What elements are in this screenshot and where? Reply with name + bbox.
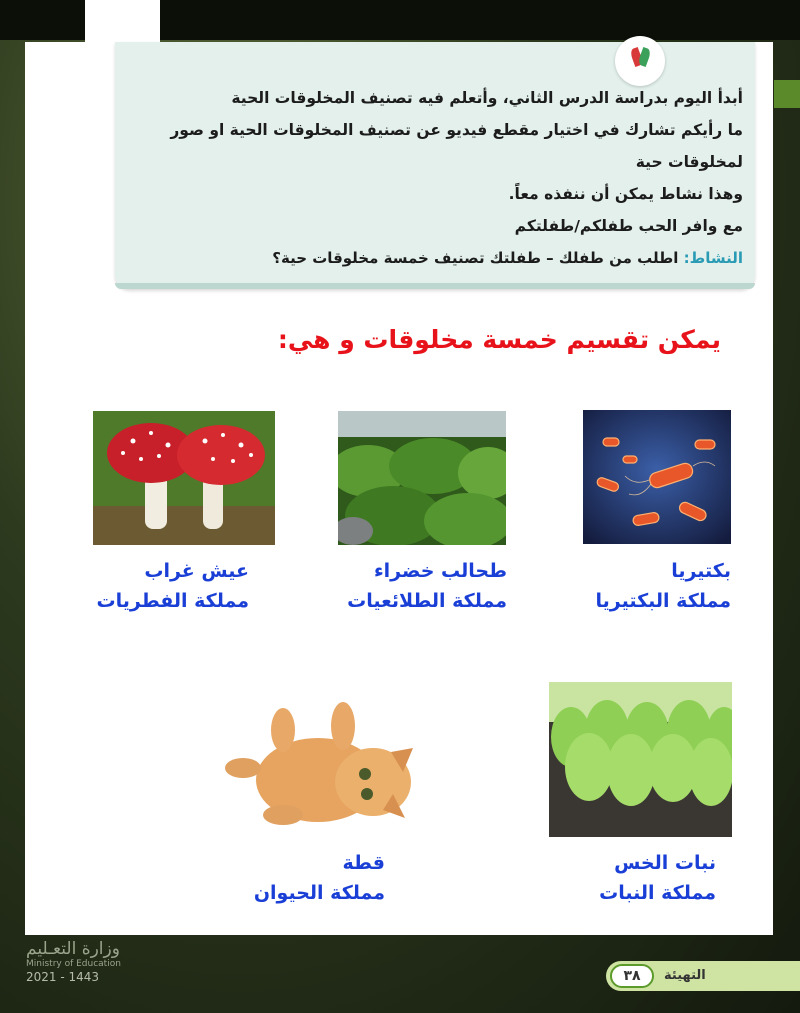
ministry-name-en: Ministry of Education <box>26 959 121 969</box>
kingdom-name: مملكة النبات <box>599 882 716 904</box>
edition-year: 2021 - 1443 <box>26 970 100 984</box>
green-algae-image <box>338 411 506 545</box>
activity-text: اطلب من طفلك – طفلتك تصنيف خمسة مخلوقات حية؟ <box>272 249 684 267</box>
section-label: التهيئة <box>664 968 706 983</box>
note-line: مع وافر الحب طفلكم/طفلتكم <box>514 217 743 235</box>
organism-name: عيش غراب <box>144 560 249 582</box>
bacteria-caption <box>596 556 732 616</box>
mushroom-image <box>93 411 275 545</box>
book-page <box>25 42 773 935</box>
parent-note-box <box>115 42 755 289</box>
kitten-image <box>223 690 428 848</box>
activity-label: النشاط: <box>683 249 743 267</box>
mushroom-caption <box>97 556 249 616</box>
ministry-leaf-logo-icon <box>615 36 665 86</box>
kingdom-name: مملكة البكتيريا <box>595 590 731 612</box>
kingdom-name: مملكة الحيوان <box>253 882 385 904</box>
ministry-footer-logo <box>26 940 121 984</box>
cat-caption <box>254 848 385 908</box>
organism-name: بكتيريا <box>671 560 731 582</box>
algae-caption <box>347 556 507 616</box>
note-text <box>123 82 743 274</box>
organism-name: قطة <box>342 852 385 874</box>
lettuce-image <box>549 682 732 837</box>
note-box-edge <box>115 283 755 289</box>
top-white-notch <box>85 0 160 42</box>
organism-name: طحالب خضراء <box>373 560 507 582</box>
page-number-tab <box>606 961 800 991</box>
activity-line <box>123 242 743 274</box>
note-line: ما رأيكم تشارك في اختيار مقطع فيديو عن تصنيف المخلوقات الحية او صور <box>170 121 743 139</box>
kingdom-name: مملكة الفطريات <box>96 590 249 612</box>
note-line: لمخلوقات حية <box>635 153 743 171</box>
kingdom-name: مملكة الطلائعيات <box>347 590 507 612</box>
side-green-tab <box>774 80 800 108</box>
note-line: وهذا نشاط يمكن أن ننفذه معاً. <box>508 185 743 203</box>
page-number: ٣٨ <box>610 964 654 988</box>
organism-name: نبات الخس <box>614 852 716 874</box>
bacteria-image <box>583 410 731 544</box>
ministry-name-ar: وزارة التعـليم <box>26 939 120 959</box>
lettuce-caption <box>599 848 716 908</box>
note-line: أبدأ اليوم بدراسة الدرس الثاني، وأتعلم فيه تصنيف المخلوقات الحية <box>231 89 743 107</box>
section-heading: يمكن تقسيم خمسة مخلوقات و هي: <box>277 325 721 354</box>
